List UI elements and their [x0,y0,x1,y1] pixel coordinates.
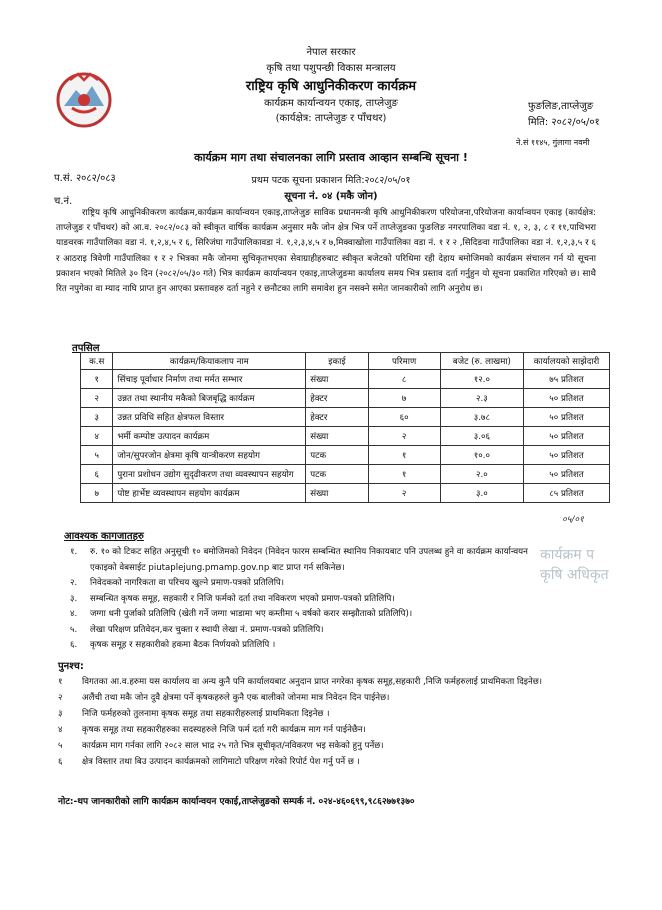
cell-budget: ३.७८ [440,408,523,427]
table-row [81,484,610,503]
cell-quantity: २ [368,427,440,446]
dispatch-number: च.नं. [54,196,73,207]
government-name: नेपाल सरकार [306,47,356,58]
cell-program: सिंचाइ पूर्वाधार निर्माण तथा मर्मत सम्भार [113,370,306,389]
table-row [81,446,610,465]
table-row [81,370,610,389]
list-item: ४ कृषक समूह तथा सहकारीहरुका सदस्यहरुले निजि फर्म दर्ता गरी कार्यक्रम माग गर्न पाईनेछैन। [58,725,366,735]
letter-number: प.सं. २०८२/०८३ [54,173,116,184]
table-heading: तपसिल [72,343,100,354]
cell-share: ७५ प्रतिशत [524,370,610,389]
list-item: ६. कृषक समूह र सहकारीको हकमा बैठक निर्णयको प्रतिलिपि । [70,640,276,650]
cell-unit: पटक [306,446,368,465]
col-sn: क.स [81,353,113,370]
list-item: १. रु. १० को टिकट सहित अनुसूची १० बमोजिमको निवेदन (निवेदन फारम सम्बन्धित स्थानिय निकायबाट पनि उपलब्ध हुने वा कार्यक्रम कार्यान्वयन एकाइको वेबसाईट piutaplejung.pmamp.gov.np बाट प्राप्त गर्न सकिनेछ। [70,547,528,573]
contact-note: नोट:-थप जानकारीको लागि कार्यक्रम कार्यान्वयन एकाई,ताप्लेजुङको सम्पर्क नं. ०२४-४६०६९९,९८६२७७१३७० [58,797,415,807]
cell-program: भर्मी कम्पोष्ट उत्पादन कार्यक्रम [113,427,306,446]
col-unit: इकाई [306,353,368,370]
documents-list [70,545,550,654]
postscript-list [58,674,618,770]
office-stamp: कार्यक्रम प कृषि अधिकृत [540,547,609,583]
list-item: ३ निजि फर्महरुको तुलनामा कृषक समूह तथा सहकारीहरुलाई प्राथमिकता दिइनेछ । [58,709,330,719]
cell-program: जोन/सुपरजोन क्षेत्रमा कृषि यान्त्रीकरण सहयोग [113,446,306,465]
table-row [81,465,610,484]
office-place: फुङलिङ,ताप्लेजुङ [528,101,594,112]
cell-sn: १ [81,370,113,389]
cell-share: ८५ प्रतिशत [524,484,610,503]
table-row [81,389,610,408]
publish-date: प्रथम पटक सूचना प्रकाशन मिति:२०८२/०५/०१ [251,175,411,186]
cell-budget: १०.० [440,446,523,465]
notice-body: राष्ट्रिय कृषि आधुनिकीकरण कार्यक्रम,कार्यक्रम कार्यान्वयन एकाइ,ताप्लेजुङ साविक प्रधानमन्त्री कृषि आधुनिकीकरण परियोजना,परियोजना कार्यान्वयन एकाइ (कार्यक्षेत्र: ताप्लेजुङ र पाँचथर) को आ.व. २०८२/०८३ को स्वीकृत वार्षिक कार्यक्रम अनुसार मकै जोन क्षेत्र भित्र पर्ने ताप्लेजुङका फुङलिङ नगरपालिका वडा नं. १, २, ३, ८ र ११,पाथिभरा याङवरक गाउँपालिका वडा नं. १,२,४,५ र ६, सिरिजंघा गाउँपालिकावडा नं. १,२,३,४,५ र ७,मिक्वाखोला गाउँपालिका वडा नं. १ र २ ,सिदिङवा गाउँपालिका वडा नं. १,२,३,५ र ६ र आठराइ त्रिवेणी गाउँपालिका १ र २ भित्रका मकै जोनमा सुचिकृतभएका सेवाग्राहीहरुबाट स्वीकृत बजेटको परिधिमा रही देहाय बमोजिमको कार्यक्रम संचालन गर्न यो सूचना प्रकाशन भएको मितिले ३० दिन (२०८२/०५/३० गते) भित्र कार्यक्रम कार्यान्वयन एकाइ,ताप्लेजुङमा कार्यालय समय भित्र प्रस्ताव दर्ता गर्नुहुन यो सूचना प्रकाशित गरिएको छ। साथै रित नपुगेका वा म्याद नाघि प्राप्त हुन आएका प्रस्तावहरु दर्ता नहुने र छनौटका लागि समावेश हुन नसक्ने समेत जानकारीको लागि अनुरोध छ। [56,208,596,295]
cell-program: पोष्ट हार्भेष्ट व्यवस्थापन सहयोग कार्यक्रम [113,484,306,503]
cell-unit: पटक [306,465,368,484]
col-program: कार्यक्रम/कियाकलाप नाम [113,353,306,370]
cell-share: ५० प्रतिशत [524,389,610,408]
work-area: (कार्यक्षेत्र: ताप्लेजुङ र पाँचथर) [275,113,387,124]
cell-quantity: ८ [368,370,440,389]
cell-unit: हेक्टर [306,389,368,408]
cell-program: उन्नत तथा स्थानीय मकैको बिजबृद्धि कार्यक्रम [113,389,306,408]
list-item: ५. लेखा परिक्षण प्रतिवेदन,कर चुक्ता र स्थायी लेखा नं. प्रमाण-पत्रको प्रतिलिपि। [70,624,324,635]
cell-quantity: १ [368,465,440,484]
cell-quantity: ७ [368,389,440,408]
cell-share: ५० प्रतिशत [524,427,610,446]
cell-sn: ६ [81,465,113,484]
notice-subject: कार्यक्रम माग तथा संचालनका लागि प्रस्ताव आव्हान सम्बन्धि सूचना ! [194,151,468,164]
unit-name: कार्यक्रम कार्यान्वयन एकाइ, ताप्लेजुङ [264,98,398,109]
cell-share: ५० प्रतिशत [524,465,610,484]
cell-budget: ३.० [440,484,523,503]
cell-sn: ३ [81,408,113,427]
list-item: ३. सम्बन्धित कृषक समूह, सहकारी र निजि फर्मको दर्ता तथा नविकरण भएको प्रमाण-पत्रको प्रतिलिपि। [70,593,395,604]
program-table [80,352,610,503]
cell-sn: ७ [81,484,113,503]
col-share: कार्यालयको साझेदारी [524,353,610,370]
col-quantity: परिमाण [368,353,440,370]
list-item: २. निवेदकको नागरिकता वा परिचय खुल्ने प्रमाण-पत्रको प्रतिलिपि। [70,578,285,588]
postscript-heading: पुनश्च: [58,661,84,672]
cell-unit: हेक्टर [306,408,368,427]
list-item: २ अलैंची तथा मकै जोन दुवै क्षेत्रमा पर्ने कृषकहरुले कुनै एक बालीको जोनमा मात्र निवेदन दिन पाईनेछ। [58,693,390,703]
program-title: राष्ट्रिय कृषि आधुनिकीकरण कार्यक्रम [245,79,417,94]
list-item: ५ कार्यक्रम माग गर्नका लागि २०८२ साल भाद्र २५ गते भित्र सूचीकृत/नविकरण भइ सकेको हुनु पर्नेछ। [58,741,384,751]
signature-date: ०५/०१ [562,515,584,525]
cell-sn: ५ [81,446,113,465]
nepal-samvat-date: ने.सं ११४५, गुंलागा नवमी [516,138,590,147]
notice-number: सूचना नं. ०४ (मकै जोन) [284,191,378,202]
list-item: १ विगतका आ.व.हरुमा यस कार्यालय वा अन्य कुनै पनि कार्यालयबाट अनुदान प्राप्त नगरेका कृषक समूह,सहकारी ,निजि फर्महरुलाई प्राथमिकता दिइनेछ। [58,677,543,687]
cell-budget: १२.० [440,370,523,389]
cell-sn: २ [81,389,113,408]
cell-program: पुराना प्रशोधन उद्योग सुदृढीकरण तथा व्यवस्थापन सहयोग [113,465,306,484]
cell-unit: संख्या [306,484,368,503]
cell-quantity: ६० [368,408,440,427]
cell-share: ५० प्रतिशत [524,446,610,465]
cell-budget: ३.०६ [440,427,523,446]
cell-program: उन्नत प्रविधि सहित क्षेत्रफल विस्तार [113,408,306,427]
documents-heading: आवश्यक कागजातहरु [64,531,144,542]
table-row [81,427,610,446]
cell-quantity: २ [368,484,440,503]
ministry-name: कृषि तथा पशुपन्छी विकास मन्त्रालय [266,63,396,74]
table-row [81,408,610,427]
col-budget: बजेट (रु. लाखमा) [440,353,523,370]
cell-unit: संख्या [306,427,368,446]
issue-date: मिति: २०८२/०५/०१ [528,117,600,128]
table-header-row [81,353,610,370]
cell-budget: २.३ [440,389,523,408]
list-item: ६ क्षेत्र विस्तार तथा बिउ उत्पादन कार्यक्रमको लागिमाटो परिक्षण गरेको रिपोर्ट पेश गर्नु पर्ने छ । [58,757,360,767]
cell-unit: संख्या [306,370,368,389]
list-item: ४. जग्गा धनी पुर्जाको प्रतिलिपि (खेती गर्ने जग्गा भाडामा भए कम्तीमा ५ वर्षको करार सम्झौताको प्रतिलिपि)। [70,609,413,619]
cell-sn: ४ [81,427,113,446]
cell-quantity: १ [368,446,440,465]
cell-budget: २.० [440,465,523,484]
cell-share: ५० प्रतिशत [524,408,610,427]
